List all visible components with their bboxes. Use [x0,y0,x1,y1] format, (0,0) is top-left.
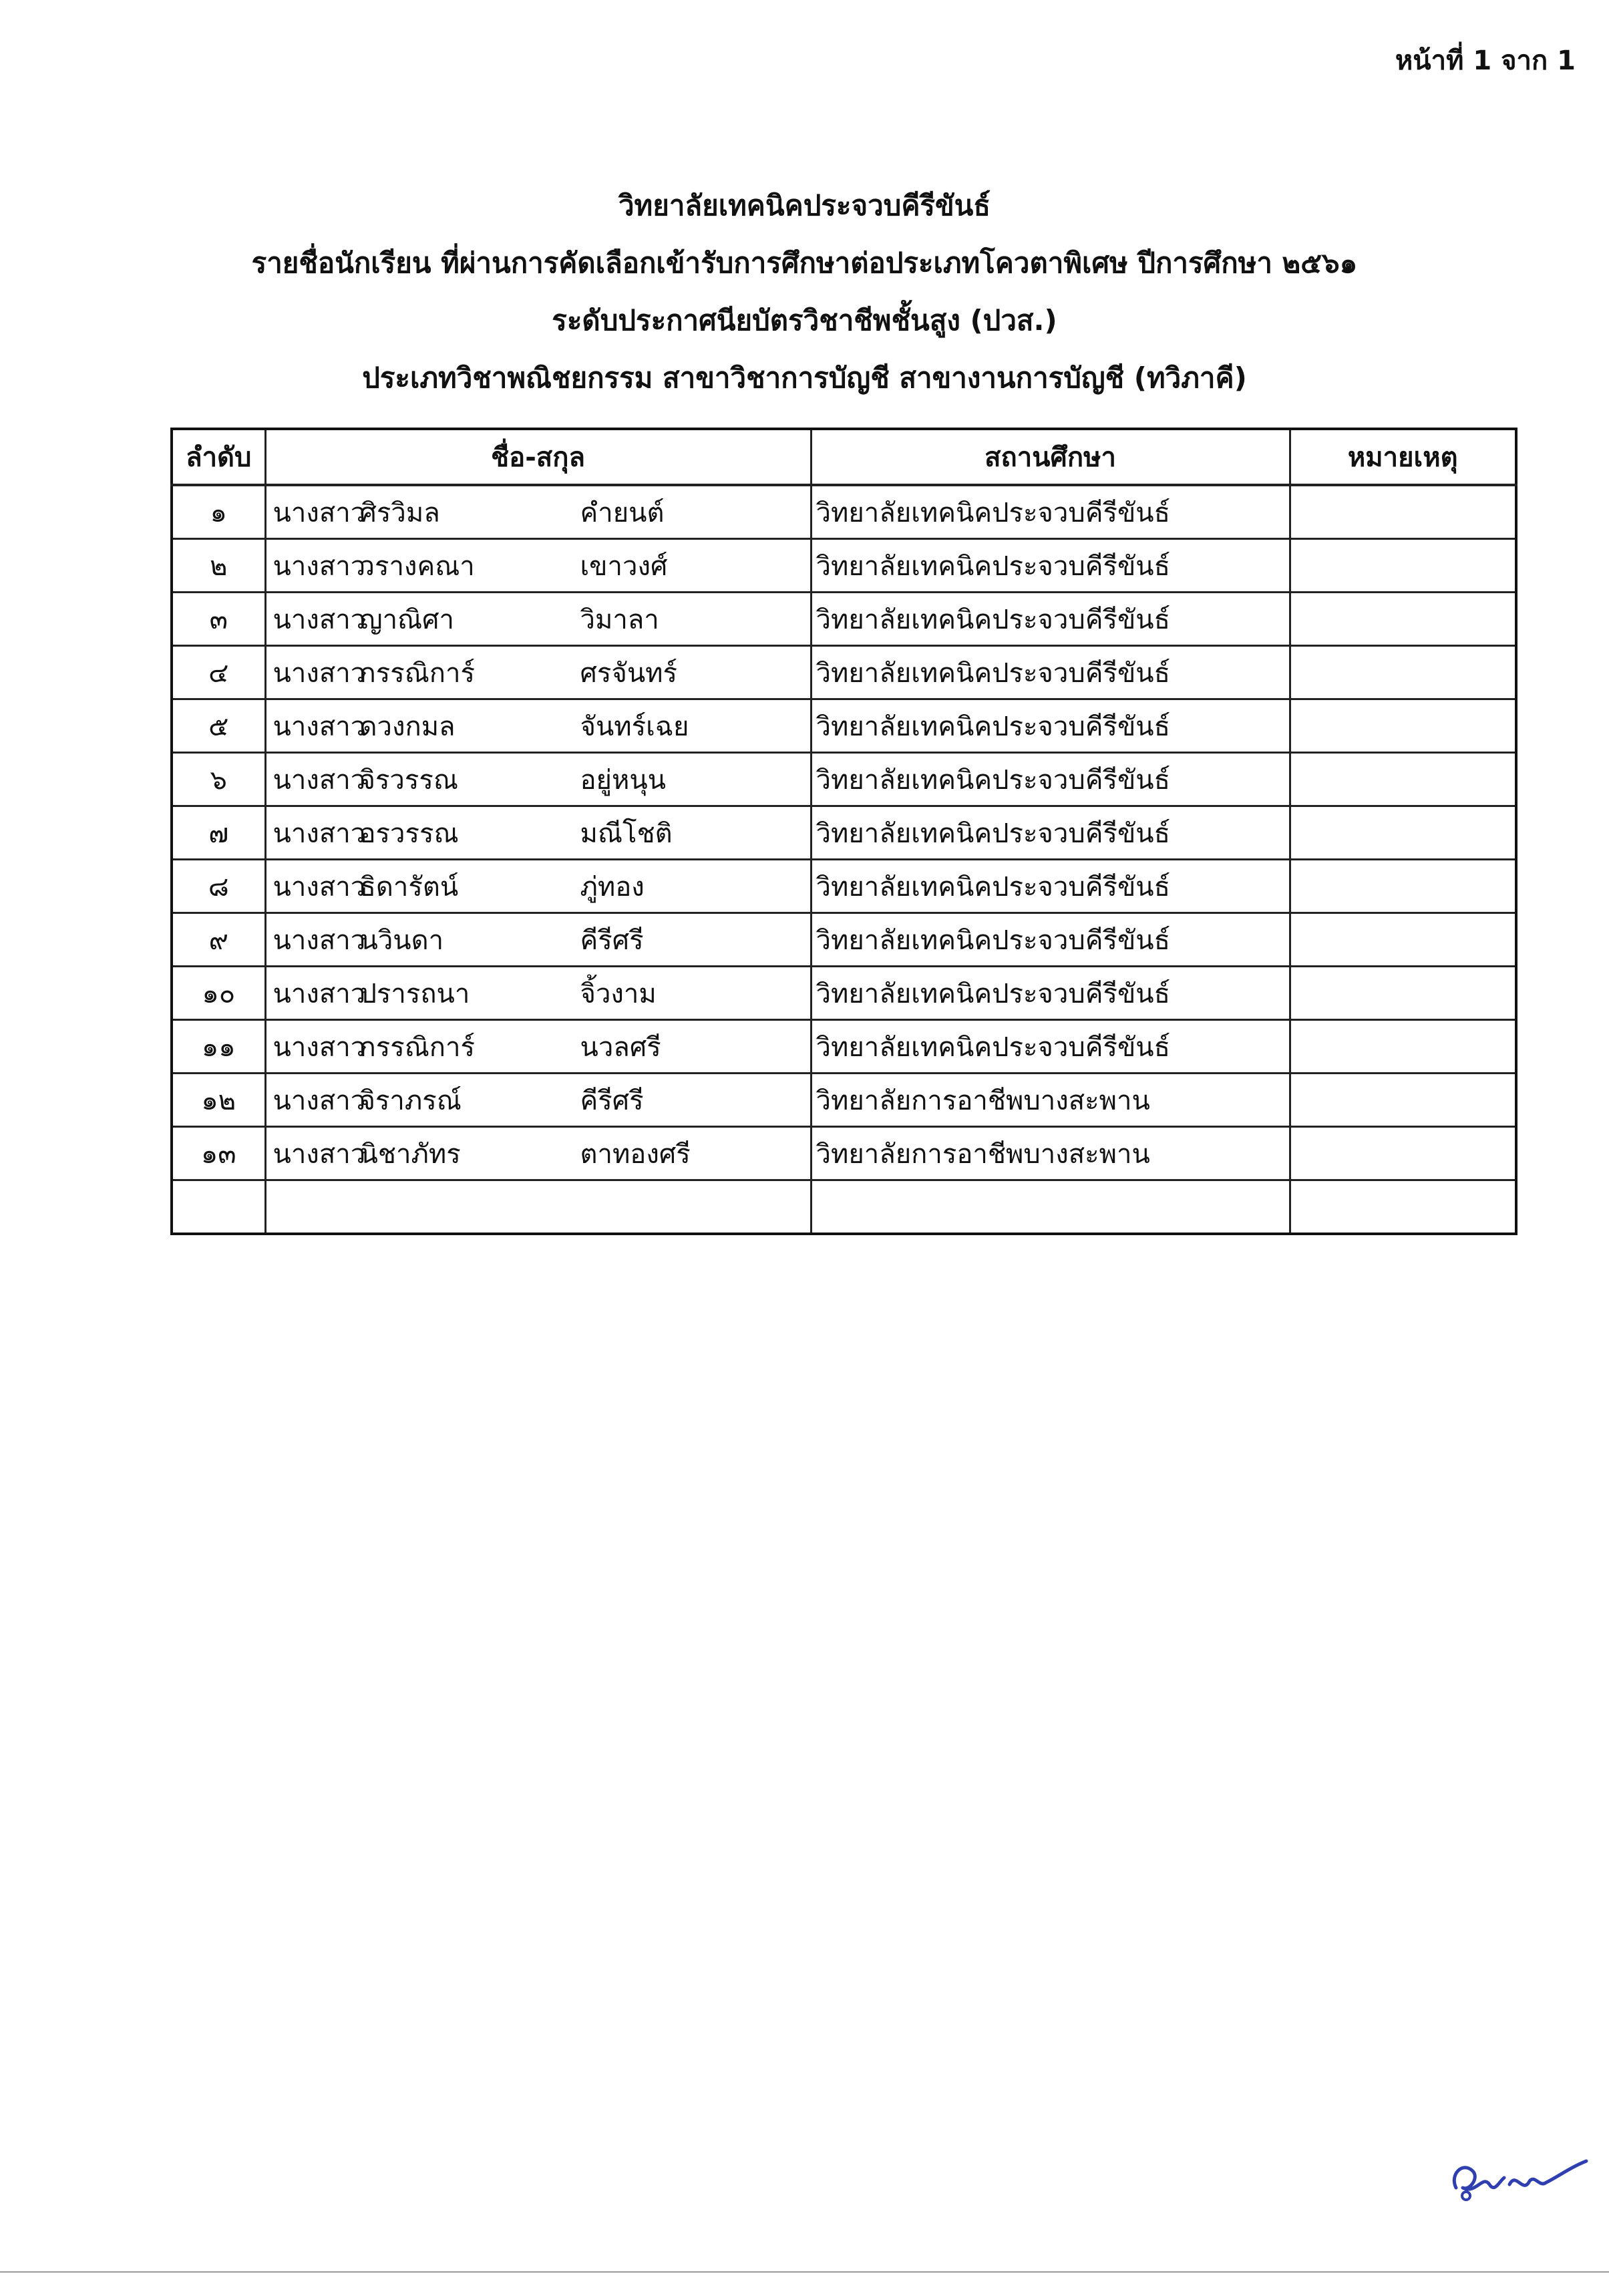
cell-remarks [1290,539,1516,593]
table-row [172,753,1516,806]
bottom-rule [0,2271,1609,2273]
cell-remarks [1290,753,1516,806]
table-row [172,806,1516,860]
cell-school: วิทยาลัยเทคนิคประจวบคีรีขันธ์ [811,699,1290,753]
last-name: ภู่ทอง [580,871,645,903]
name-title: นางสาว [273,550,366,582]
cell-sequence: ๓ [172,593,265,646]
table-row [172,913,1516,967]
student-roster-table [170,428,1517,1235]
cell-sequence: ๒ [172,539,265,593]
cell-remarks [1290,913,1516,967]
name-title: นางสาว [273,818,366,849]
first-name: ปรารถนา [359,978,470,1009]
first-name: กรรณิการ์ [359,657,475,689]
cell-school: วิทยาลัยเทคนิคประจวบคีรีขันธ์ [811,860,1290,913]
table-header-row [172,429,1516,485]
name-title: นางสาว [273,711,366,742]
cell-sequence: ๗ [172,806,265,860]
last-name: ศรจันทร์ [580,657,678,689]
first-name: นิชาภัทร [359,1138,461,1170]
cell-school: วิทยาลัยเทคนิคประจวบคีรีขันธ์ [811,913,1290,967]
table-row [172,539,1516,593]
cell-remarks [1290,646,1516,699]
cell-sequence: ๑๓ [172,1127,265,1180]
last-name: นวลศรี [580,1031,661,1063]
cell-school: วิทยาลัยเทคนิคประจวบคีรีขันธ์ [811,806,1290,860]
first-name: วรางคณา [359,550,475,582]
cell-full-name [265,967,811,1020]
cell-sequence: ๙ [172,913,265,967]
last-name: คีรีศรี [580,925,644,956]
last-name: คีรีศรี [580,1085,644,1116]
last-name: คำยนต์ [580,497,665,528]
cell-remarks [1290,860,1516,913]
cell-full-name [265,539,811,593]
name-title: นางสาว [273,871,366,903]
table-row [172,699,1516,753]
cell-remarks [1290,1020,1516,1074]
last-name: ตาทองศรี [580,1138,691,1170]
last-name: วิมาลา [580,604,659,635]
first-name: กรรณิการ์ [359,1031,475,1063]
table-row [172,1074,1516,1127]
cell-sequence: ๔ [172,646,265,699]
cell-sequence: ๑ [172,485,265,539]
cell-full-name [265,646,811,699]
cell-full-name [265,1074,811,1127]
cell-full-name [265,913,811,967]
first-name: จิรวรรณ [359,764,458,796]
first-name: นวินดา [359,925,444,956]
cell-sequence: ๑๒ [172,1074,265,1127]
first-name: ญาณิศา [359,604,455,635]
name-title: นางสาว [273,925,366,956]
first-name: ดวงกมล [359,711,456,742]
cell-remarks [1290,485,1516,539]
document-heading [0,177,1609,407]
cell-full-name [265,593,811,646]
table-row [172,485,1516,539]
heading-level: ระดับประกาศนียบัตรวิชาชีพชั้นสูง (ปวส.) [552,304,1057,337]
table-row [172,1180,1516,1235]
last-name: จิ้วงาม [580,978,657,1009]
first-name: จิราภรณ์ [359,1085,462,1116]
cell-school: วิทยาลัยเทคนิคประจวบคีรีขันธ์ [811,1020,1290,1074]
cell-sequence: ๑๐ [172,967,265,1020]
name-title: นางสาว [273,604,366,635]
heading-program: ประเภทวิชาพณิชยกรรม สาขาวิชาการบัญชี สาขางานการบัญชี (ทวิภาคี) [362,361,1247,394]
cell-remarks [1290,699,1516,753]
cell-school: วิทยาลัยการอาชีพบางสะพาน [811,1127,1290,1180]
cell-remarks [1290,1127,1516,1180]
header-remarks: หมายเหตุ [1290,429,1516,485]
name-title: นางสาว [273,1031,366,1063]
cell-sequence: ๖ [172,753,265,806]
cell-school: วิทยาลัยเทคนิคประจวบคีรีขันธ์ [811,539,1290,593]
table-row [172,593,1516,646]
header-full-name: ชื่อ-สกุล [265,429,811,485]
cell-school: วิทยาลัยเทคนิคประจวบคีรีขันธ์ [811,967,1290,1020]
cell-school: วิทยาลัยเทคนิคประจวบคีรีขันธ์ [811,753,1290,806]
header-school: สถานศึกษา [811,429,1290,485]
cell-remarks [1290,593,1516,646]
first-name: อรวรรณ [359,818,459,849]
last-name: อยู่หนุน [580,764,667,796]
cell-full-name [265,699,811,753]
cell-full-name [265,1127,811,1180]
last-name: จันทร์เฉย [580,711,689,742]
cell-remarks [1290,967,1516,1020]
cell-remarks [1290,806,1516,860]
name-title: นางสาว [273,1138,366,1170]
cell-full-name [265,806,811,860]
cell-sequence [172,1180,265,1235]
cell-school: วิทยาลัยเทคนิคประจวบคีรีขันธ์ [811,646,1290,699]
name-title: นางสาว [273,1085,366,1116]
cell-sequence: ๑๑ [172,1020,265,1074]
cell-remarks [1290,1180,1516,1235]
name-title: นางสาว [273,657,366,689]
cell-full-name [265,485,811,539]
table-row [172,860,1516,913]
cell-school: วิทยาลัยเทคนิคประจวบคีรีขันธ์ [811,593,1290,646]
name-title: นางสาว [273,764,366,796]
first-name: ศิรวิมล [359,497,440,528]
heading-title: รายชื่อนักเรียน ที่ผ่านการคัดเลือกเข้ารับการศึกษาต่อประเภทโควตาพิเศษ ปีการศึกษา ๒๕๖๑ [251,247,1358,279]
cell-full-name [265,1020,811,1074]
table-row [172,967,1516,1020]
cell-sequence: ๘ [172,860,265,913]
first-name: ธิดารัตน์ [359,871,459,903]
cell-school: วิทยาลัยการอาชีพบางสะพาน [811,1074,1290,1127]
table-row [172,646,1516,699]
heading-college-name: วิทยาลัยเทคนิคประจวบคีรีขันธ์ [618,189,991,222]
cell-full-name [265,1180,811,1235]
cell-full-name [265,753,811,806]
name-title: นางสาว [273,497,366,528]
last-name: มณีโชติ [580,818,673,849]
cell-school: วิทยาลัยเทคนิคประจวบคีรีขันธ์ [811,485,1290,539]
table-body [172,485,1516,1234]
page-indicator: หน้าที่ 1 จาก 1 [1395,45,1576,76]
table-row [172,1020,1516,1074]
cell-sequence: ๕ [172,699,265,753]
cell-school [811,1180,1290,1235]
cell-remarks [1290,1074,1516,1127]
header-sequence: ลำดับ [172,429,265,485]
cell-full-name [265,860,811,913]
signature [1443,2148,1596,2208]
table-row [172,1127,1516,1180]
name-title: นางสาว [273,978,366,1009]
last-name: เขาวงศ์ [580,550,668,582]
